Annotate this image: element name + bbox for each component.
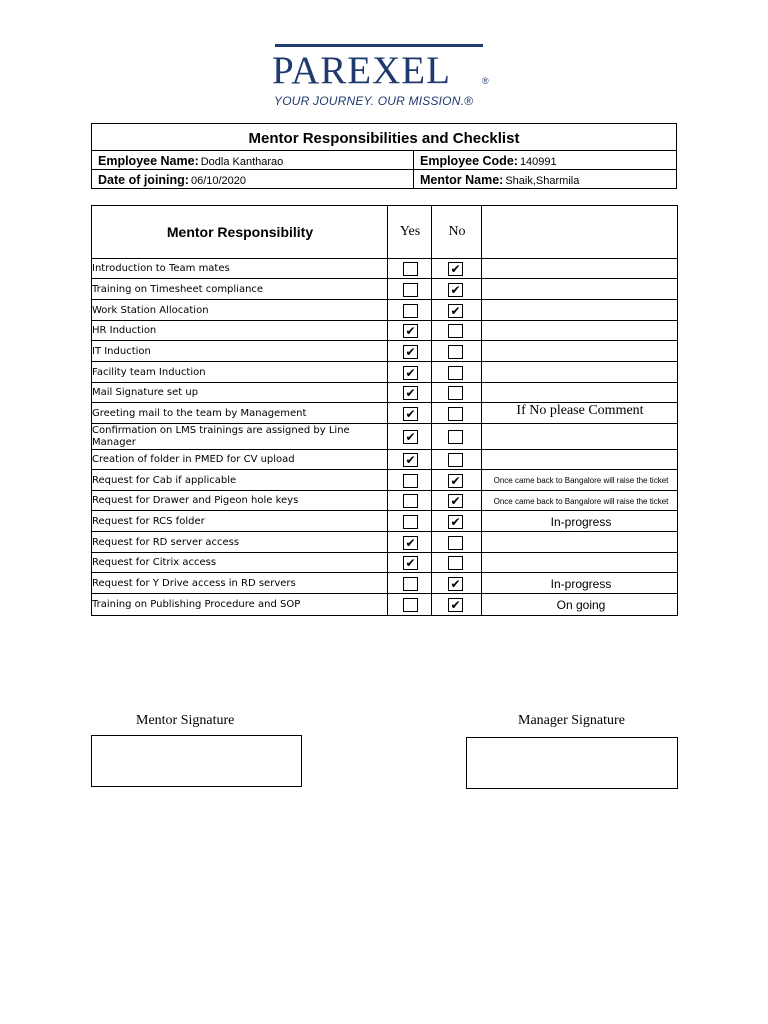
responsibility-text: Request for RCS folder bbox=[92, 515, 205, 527]
date-of-joining-value: 06/10/2020 bbox=[190, 175, 247, 187]
employee-name-value: Dodla Kantharao bbox=[200, 156, 284, 168]
logo-wordmark: PAREXEL bbox=[272, 49, 451, 92]
yes-checkbox[interactable] bbox=[403, 262, 418, 276]
employee-code-value: 140991 bbox=[519, 156, 557, 168]
yes-checkbox[interactable]: ✔ bbox=[403, 453, 418, 467]
yes-checkbox[interactable]: ✔ bbox=[403, 345, 418, 359]
table-row bbox=[92, 491, 677, 511]
mentor-name-cell bbox=[420, 170, 579, 189]
no-checkbox[interactable]: ✔ bbox=[448, 283, 463, 297]
table-row bbox=[92, 532, 677, 553]
table-row bbox=[92, 470, 677, 491]
yes-checkbox[interactable] bbox=[403, 598, 418, 612]
no-checkbox[interactable] bbox=[448, 324, 463, 338]
comment-text: Once came back to Bangalore will raise the ticket bbox=[493, 496, 669, 506]
yes-checkbox[interactable] bbox=[403, 304, 418, 318]
no-checkbox[interactable]: ✔ bbox=[448, 515, 463, 529]
mentor-checklist-table bbox=[91, 205, 678, 616]
responsibility-text: HR Induction bbox=[92, 325, 157, 336]
responsibility-text: Creation of folder in PMED for CV upload bbox=[92, 454, 295, 465]
responsibility-text: Confirmation on LMS trainings are assigned by Line Manager bbox=[92, 425, 350, 448]
column-header-yes: Yes bbox=[399, 224, 421, 239]
responsibility-text: Training on Publishing Procedure and SOP bbox=[92, 598, 301, 610]
responsibility-text: Request for RD server access bbox=[92, 536, 240, 548]
responsibility-text: Facility team Induction bbox=[92, 366, 206, 378]
table-row bbox=[92, 321, 677, 341]
responsibility-text: IT Induction bbox=[92, 345, 151, 357]
yes-checkbox[interactable] bbox=[403, 577, 418, 591]
table-row bbox=[92, 362, 677, 383]
logo-tagline: YOUR JOURNEY. OUR MISSION.® bbox=[274, 94, 474, 108]
table-row bbox=[92, 511, 677, 532]
responsibility-text: Request for Drawer and Pigeon hole keys bbox=[92, 495, 299, 506]
parexel-logo bbox=[272, 44, 494, 112]
no-checkbox[interactable] bbox=[448, 536, 463, 550]
date-of-joining-label: Date of joining: bbox=[98, 173, 189, 187]
yes-checkbox[interactable]: ✔ bbox=[403, 407, 418, 421]
employee-name-label: Employee Name: bbox=[98, 154, 199, 168]
mentor-signature-label: Mentor Signature bbox=[136, 713, 235, 728]
table-row bbox=[92, 383, 677, 403]
mentor-name-label: Mentor Name: bbox=[420, 173, 504, 187]
table-row bbox=[92, 259, 677, 279]
no-checkbox[interactable] bbox=[448, 386, 463, 400]
comment-text: In-progress bbox=[550, 576, 612, 591]
no-checkbox[interactable]: ✔ bbox=[448, 262, 463, 276]
no-checkbox[interactable]: ✔ bbox=[448, 577, 463, 591]
table-row bbox=[92, 424, 677, 450]
yes-checkbox[interactable] bbox=[403, 494, 418, 508]
responsibility-text: Introduction to Team mates bbox=[92, 263, 230, 274]
employee-code-label: Employee Code: bbox=[420, 154, 518, 168]
responsibility-text: Request for Y Drive access in RD servers bbox=[92, 577, 296, 589]
mentor-signature-box[interactable] bbox=[91, 735, 302, 787]
logo-rule bbox=[275, 44, 483, 47]
table-row bbox=[92, 553, 677, 573]
yes-checkbox[interactable] bbox=[403, 283, 418, 297]
no-checkbox[interactable]: ✔ bbox=[448, 304, 463, 318]
table-row bbox=[92, 573, 677, 594]
manager-signature-box[interactable] bbox=[466, 737, 678, 789]
no-checkbox[interactable] bbox=[448, 453, 463, 467]
logo-registered-mark: ® bbox=[482, 76, 489, 86]
no-checkbox[interactable]: ✔ bbox=[448, 494, 463, 508]
no-checkbox[interactable] bbox=[448, 345, 463, 359]
responsibility-text: Request for Cab if applicable bbox=[92, 474, 237, 486]
table-row bbox=[92, 450, 677, 470]
yes-checkbox[interactable]: ✔ bbox=[403, 386, 418, 400]
header-row-joining bbox=[92, 170, 676, 189]
no-checkbox[interactable]: ✔ bbox=[448, 598, 463, 612]
comment-text: On going bbox=[556, 597, 606, 612]
column-header-no: No bbox=[448, 224, 466, 239]
employee-name-cell bbox=[98, 151, 283, 169]
date-of-joining-cell bbox=[98, 170, 246, 189]
no-checkbox[interactable] bbox=[448, 366, 463, 380]
responsibility-text: Training on Timesheet compliance bbox=[92, 283, 264, 295]
responsibility-text: Request for Citrix access bbox=[92, 557, 217, 568]
header-row-employee bbox=[92, 151, 676, 170]
yes-checkbox[interactable]: ✔ bbox=[403, 430, 418, 444]
column-header-responsibility: Mentor Responsibility bbox=[166, 224, 314, 240]
mentor-name-value: Shaik,Sharmila bbox=[505, 175, 580, 187]
column-header-comment: If No please Comment bbox=[516, 402, 644, 418]
manager-signature-label: Manager Signature bbox=[518, 713, 625, 728]
table-row bbox=[92, 279, 677, 300]
no-checkbox[interactable] bbox=[448, 556, 463, 570]
no-checkbox[interactable]: ✔ bbox=[448, 474, 463, 488]
employee-info-table bbox=[91, 123, 677, 189]
table-row bbox=[92, 300, 677, 321]
table-row bbox=[92, 341, 677, 362]
yes-checkbox[interactable] bbox=[403, 474, 418, 488]
table-row bbox=[92, 594, 677, 615]
document-title: Mentor Responsibilities and Checklist bbox=[92, 124, 676, 151]
responsibility-text: Mail Signature set up bbox=[92, 387, 199, 398]
yes-checkbox[interactable]: ✔ bbox=[403, 556, 418, 570]
responsibility-text: Greeting mail to the team by Management bbox=[92, 407, 307, 419]
yes-checkbox[interactable]: ✔ bbox=[403, 324, 418, 338]
no-checkbox[interactable] bbox=[448, 430, 463, 444]
comment-text: Once came back to Bangalore will raise the ticket bbox=[493, 476, 669, 485]
yes-checkbox[interactable] bbox=[403, 515, 418, 529]
employee-code-cell bbox=[420, 151, 557, 169]
no-checkbox[interactable] bbox=[448, 407, 463, 421]
yes-checkbox[interactable]: ✔ bbox=[403, 536, 418, 550]
responsibility-text: Work Station Allocation bbox=[92, 304, 209, 316]
yes-checkbox[interactable]: ✔ bbox=[403, 366, 418, 380]
table-row bbox=[92, 403, 677, 424]
comment-text: In-progress bbox=[550, 514, 612, 529]
